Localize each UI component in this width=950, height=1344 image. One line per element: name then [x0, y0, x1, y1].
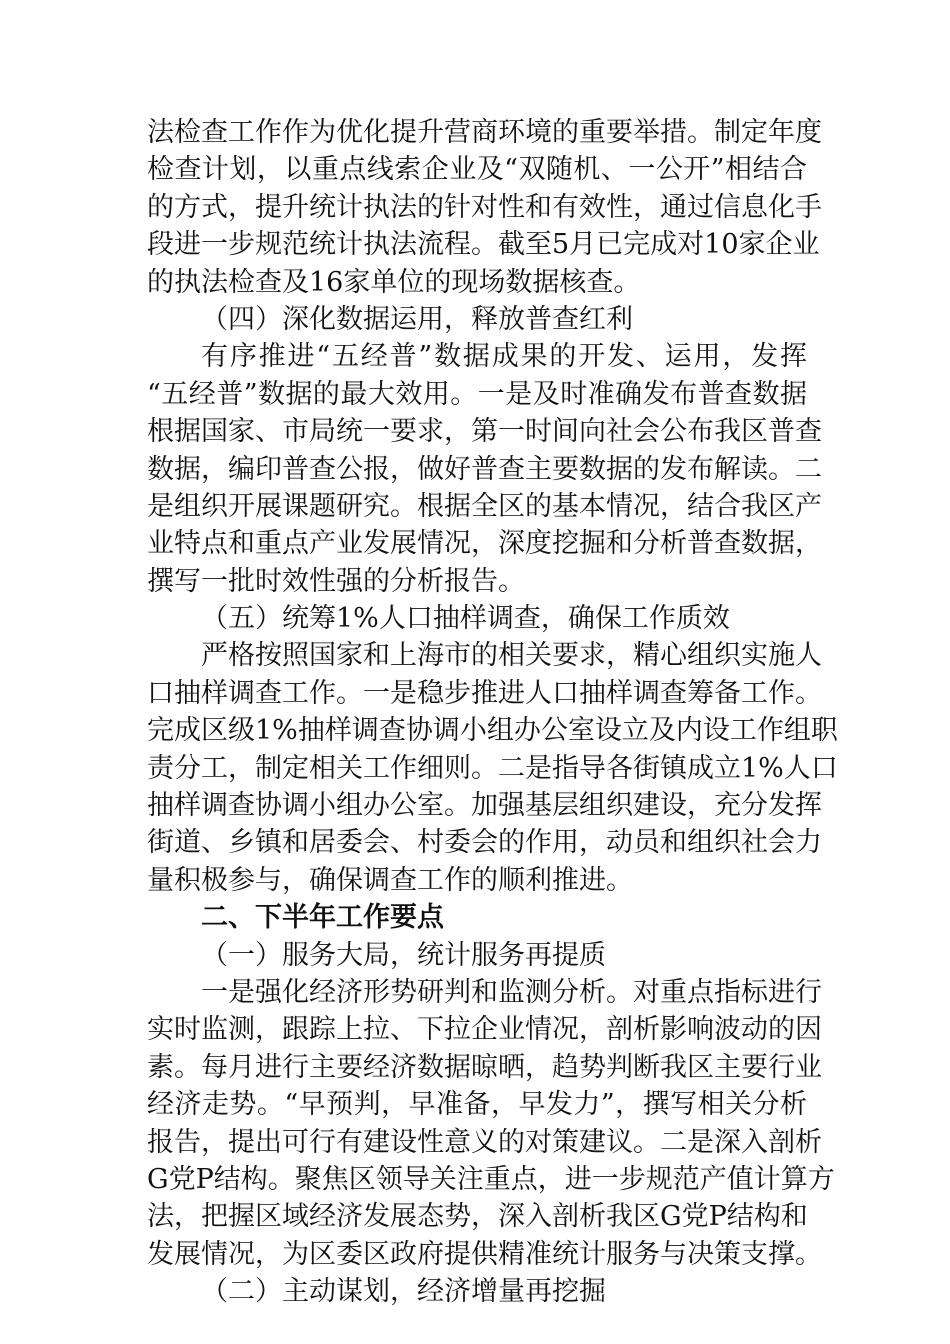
- text-line: 完成区级1%抽样调查协调小组办公室设立及内设工作组职: [147, 715, 838, 747]
- text-line: 的方式，提升统计执法的针对性和有效性，通过信息化手: [147, 191, 822, 223]
- text-line: 数据，编印普查公报，做好普查主要数据的发布解读。二: [147, 453, 822, 485]
- text-line: 根据国家、市局统一要求，第一时间向社会公布我区普查: [147, 416, 822, 448]
- text-line: 报告，提出可行有建设性意义的对策建议。二是深入剖析: [147, 1126, 822, 1158]
- text-line: 业特点和重点产业发展情况，深度挖掘和分析普查数据，: [147, 528, 822, 560]
- paragraph-law-enforcement: [147, 114, 822, 301]
- text-line: G党P结构。聚焦区领导关注重点，进一步规范产值计算方: [147, 1163, 835, 1195]
- text-line: 发展情况，为区委区政府提供精准统计服务与决策支撑。: [147, 1238, 822, 1270]
- text-line: 检查计划，以重点线索企业及“双随机、一公开”相结合: [147, 154, 807, 186]
- text-line: 有序推进“五经普”数据成果的开发、运用，发挥: [201, 341, 807, 373]
- subheading-data-usage: （四）深化数据运用，释放普查红利: [201, 303, 633, 335]
- text-line: 街道、乡镇和居委会、村委会的作用，动员和组织社会力: [147, 827, 822, 859]
- text-line: 责分工，制定相关工作细则。二是指导各街镇成立1%人口: [147, 752, 838, 784]
- text-line: 抽样调查协调小组办公室。加强基层组织建设，充分发挥: [147, 790, 822, 822]
- text-line: 是组织开展课题研究。根据全区的基本情况，结合我区产: [147, 490, 822, 522]
- text-line: 的执法检查及16家单位的现场数据核查。: [147, 266, 641, 298]
- text-line: 素。每月进行主要经济数据晾晒，趋势判断我区主要行业: [147, 1051, 822, 1083]
- subheading-proactive-planning: （二）主动谋划，经济增量再挖掘: [201, 1276, 606, 1308]
- text-line: “五经普”数据的最大效用。一是及时准确发布普查数据: [147, 378, 807, 410]
- text-line: 实时监测，跟踪上拉、下拉企业情况，剖析影响波动的因: [147, 1014, 822, 1046]
- text-line: 经济走势。“早预判，早准备，早发力”，撰写相关分析: [147, 1089, 807, 1121]
- paragraph-census-data: [147, 338, 822, 600]
- text-line: 量积极参与，确保调查工作的顺利推进。: [147, 864, 633, 896]
- paragraph-economic-analysis: [147, 974, 835, 1273]
- subheading-population-sample: （五）统筹1%人口抽样调查，确保工作质效: [201, 603, 730, 635]
- text-line: 一是强化经济形势研判和监测分析。对重点指标进行: [201, 976, 822, 1008]
- text-line: 法检查工作作为优化提升营商环境的重要举措。制定年度: [147, 117, 822, 148]
- document-body: [147, 114, 838, 1311]
- subheading-serve-overall: （一）服务大局，统计服务再提质: [201, 939, 606, 971]
- section-heading-second-half: 二、下半年工作要点: [201, 902, 444, 934]
- text-line: 撰写一批时效性强的分析报告。: [147, 565, 525, 597]
- paragraph-population-survey: [147, 637, 838, 899]
- text-line: 严格按照国家和上海市的相关要求，精心组织实施人: [201, 640, 822, 672]
- text-line: 段进一步规范统计执法流程。截至5月已完成对10家企业: [147, 229, 820, 261]
- text-line: 法，把握区域经济发展态势，深入剖析我区G党P结构和: [147, 1201, 808, 1233]
- text-line: 口抽样调查工作。一是稳步推进人口抽样调查筹备工作。: [147, 677, 822, 709]
